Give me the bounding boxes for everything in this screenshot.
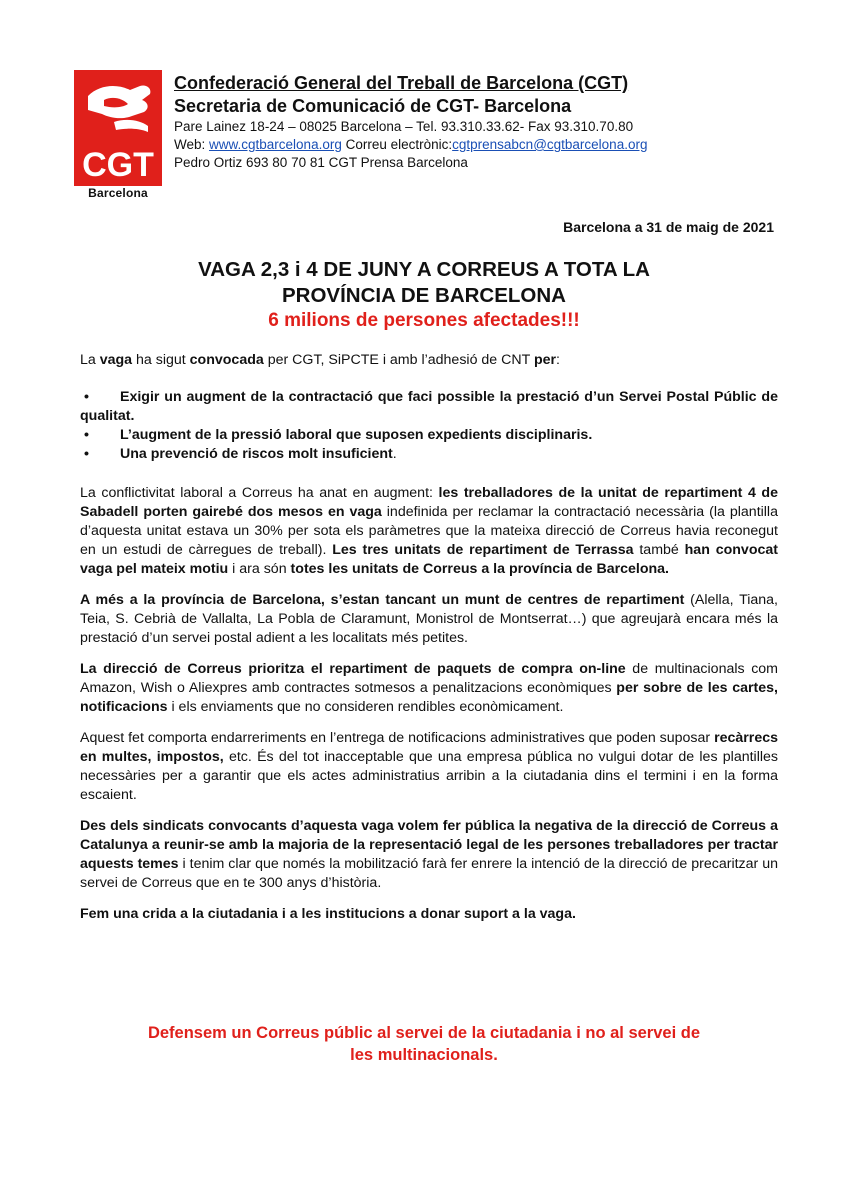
text-run: Des dels sindicats convocants d’aquesta vaga volem fer pública la negativa de la direcció de Correus a Catalunya a reunir-se amb la majoria de la representació legal de les persones treballadores per tractar aquests temes — [80, 818, 778, 872]
text-run: també — [633, 542, 685, 558]
list-item — [80, 388, 778, 426]
bullet-icon: • — [84, 427, 89, 443]
text-run: convocada — [189, 352, 264, 368]
address-line: Pare Lainez 18-24 – 08025 Barcelona – Tel. 93.310.33.62- Fax 93.310.70.80 — [174, 119, 634, 134]
closing-slogan — [80, 1022, 768, 1066]
list-item — [80, 445, 778, 464]
text-run: vaga — [99, 352, 133, 368]
text-run: etc. És del tot inacceptable que una empresa pública no vulgui dotar de les plantilles necessàries per a garantir que els actes administratius arribin a la ciutadania dins el termini i en la forma escaient. — [80, 749, 778, 803]
paragraph-6 — [80, 905, 778, 924]
paragraph-3 — [80, 660, 778, 717]
text-run: : — [556, 352, 560, 368]
bullet-text: Exigir un augment de la contractació que faci possible la prestació d’un Servei Postal Públic de qualitat. — [80, 389, 778, 424]
text-run: per — [533, 352, 557, 368]
letterhead — [174, 72, 774, 172]
text-run: les treballadores de la unitat de repartiment 4 de Sabadell porten gairebé dos mesos en vaga — [80, 485, 778, 520]
bullet-icon: • — [84, 446, 89, 462]
title-line-1: VAGA 2,3 i 4 DE JUNY A CORREUS A TOTA LA — [198, 258, 650, 281]
text-run: i tenim clar que només la mobilització farà fer enrere la intenció de la direcció de precaritzar un servei de Correus que en te 300 anys d’història. — [80, 856, 778, 891]
closing-line-1: Defensem un Correus públic al servei de la ciutadania i no al servei de — [147, 1024, 701, 1042]
document-title — [80, 257, 768, 333]
cgt-logo — [74, 70, 162, 202]
web-label: Web: — [174, 137, 210, 152]
cgt-logo-icon — [74, 70, 162, 186]
document-body — [80, 351, 778, 924]
text-run: . — [392, 446, 397, 462]
text-run: de multinacionals com Amazon, Wish o Aliexpres amb contractes sotmesos a penalitzacions econòmiques — [80, 661, 779, 696]
paragraph-5 — [80, 817, 778, 893]
text-run: (Alella, Tiana, Teia, S. Cebrià de Vallalta, La Pobla de Claramunt, Monistrol de Montserrat…) que agreujarà encara més la prestació d’un servei postal adient a les localitats més petites. — [80, 592, 778, 646]
text-run: per sobre de les cartes, notificacions — [80, 680, 778, 715]
secretariat: Secretaria de Comunicació de CGT- Barcelona — [174, 96, 572, 116]
text-run: Fem una crida a la ciutadania i a les institucions a donar suport a la vaga. — [80, 906, 576, 922]
text-run: i ara són — [228, 561, 291, 577]
contact-line: Pedro Ortiz 693 80 70 81 CGT Prensa Barcelona — [174, 155, 468, 170]
text-run: Aquest fet comporta endarreriments en l’entrega de notificacions administratives que poden suposar — [80, 730, 715, 746]
bullet-text: L’augment de la pressió laboral que suposen expedients disciplinaris. — [120, 427, 593, 443]
paragraph-4 — [80, 729, 778, 805]
intro-paragraph — [80, 351, 778, 370]
logo-caption: Barcelona — [88, 186, 148, 200]
text-run: per CGT, SiPCTE i amb l’adhesió de CNT — [263, 352, 534, 368]
document-date: Barcelona a 31 de maig de 2021 — [563, 219, 774, 235]
text-run: indefinida per reclamar la contractació necessària (la plantilla d’aquesta unitat estava un 30% per sota els paràmetres que la mateixa direcció de Correus havia reconegut en un estudi de càrregues de treball). — [80, 504, 778, 558]
org-name: Confederació General del Treball de Barcelona (CGT) — [174, 73, 629, 93]
title-line-2: PROVÍNCIA DE BARCELONA — [282, 284, 566, 307]
text-run: A més a la província de Barcelona, s’estan tancant un munt de centres de repartiment — [80, 592, 685, 608]
paragraph-2 — [80, 591, 778, 648]
paragraph-1 — [80, 484, 778, 579]
email-label: Correu electrònic: — [341, 137, 453, 152]
text-run: totes les unitats de Correus a la província de Barcelona. — [290, 561, 670, 577]
text-run: Les tres unitats de repartiment de Terrassa — [332, 542, 634, 558]
demands-list — [80, 388, 778, 464]
web-email-line — [174, 136, 774, 154]
text-run: han convocat vaga pel mateix motiu — [80, 542, 778, 577]
text-run: La — [80, 352, 100, 368]
bullet-icon: • — [84, 389, 89, 405]
logo-text: CGT — [82, 146, 154, 184]
text-run: ha sigut — [132, 352, 190, 368]
text-run: i els enviaments que no consideren rendibles econòmicament. — [167, 699, 564, 715]
text-run: La direcció de Correus prioritza el repartiment de paquets de compra on-line — [80, 661, 626, 677]
list-item — [80, 426, 778, 445]
text-run: La conflictivitat laboral a Correus ha anat en augment: — [80, 485, 439, 501]
bullet-text: Una prevenció de riscos molt insuficient — [120, 446, 393, 462]
web-link[interactable]: www.cgtbarcelona.org — [209, 137, 342, 152]
text-run: recàrrecs en multes, impostos, — [80, 730, 778, 765]
subtitle: 6 milions de persones afectades!!! — [268, 310, 580, 331]
closing-line-2: les multinacionals. — [350, 1046, 498, 1064]
email-link[interactable]: cgtprensabcn@cgtbarcelona.org — [452, 137, 648, 152]
